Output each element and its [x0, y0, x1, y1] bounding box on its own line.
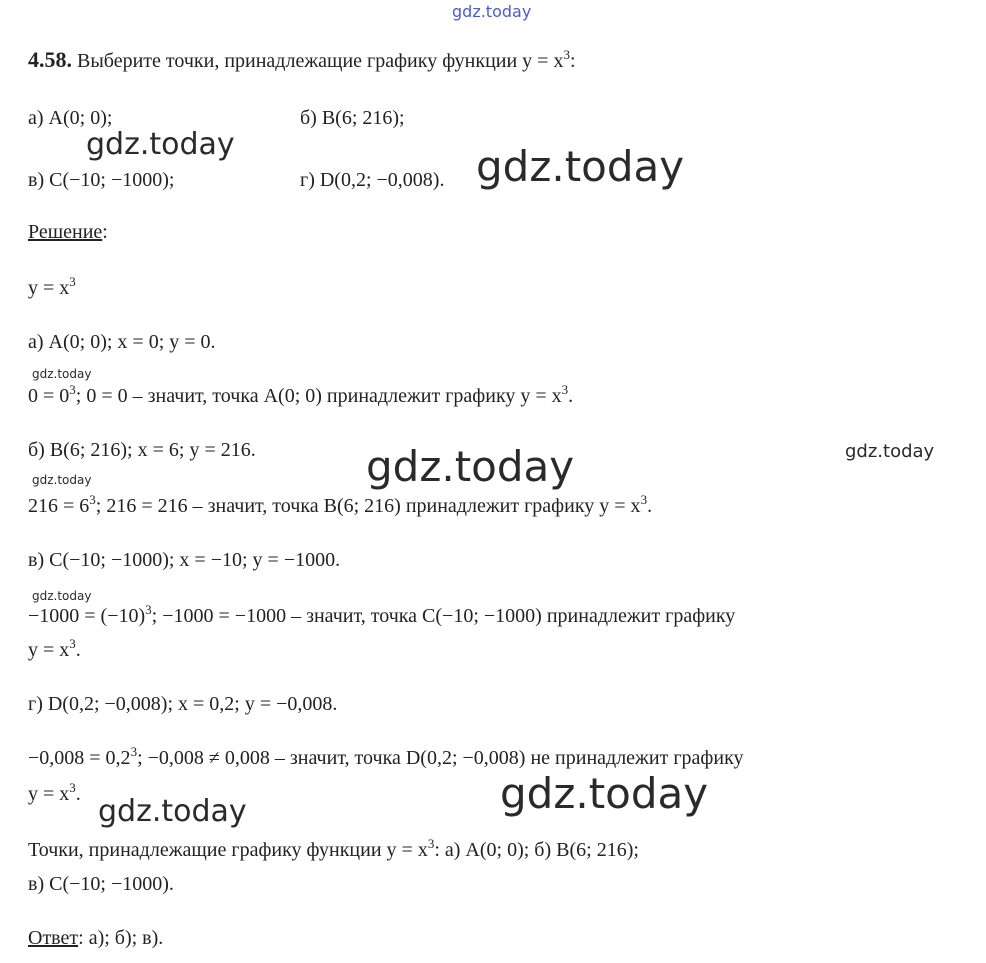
watermark: gdz.today — [476, 142, 685, 191]
task-text: Выберите точки, принадлежащие графику функции y = x — [77, 50, 564, 72]
case-v-head: в) C(−10; −1000); x = −10; y = −1000. — [28, 549, 341, 571]
watermark: gdz.today — [32, 589, 92, 603]
function-formula: $y = x^3$ — [28, 274, 76, 299]
case-g-calc: $-0,008 = 0,2^3$; −0,008 ≠ 0,008 – значит, точка D(0,2; −0,008) не принадлежит графику — [28, 744, 744, 769]
case-a-calc: $0 = 0^3$; 0 = 0 – значит, точка A(0; 0) принадлежит графику $y = x^3$. — [28, 382, 574, 407]
option-a: а) A(0; 0); — [28, 107, 113, 129]
watermark: gdz.today — [366, 442, 575, 491]
watermark: gdz.today — [500, 769, 709, 818]
case-v-calc: $-1000 = (-10)^3$; −1000 = −1000 – значит, точка C(−10; −1000) принадлежит графику — [28, 602, 736, 627]
case-b-head: б) B(6; 216); x = 6; y = 216. — [28, 439, 256, 461]
watermark-top: gdz.today — [452, 2, 532, 21]
case-g-calc-cont: $y = x^3$. — [28, 780, 81, 805]
exponent: 3 — [563, 47, 570, 62]
watermark: gdz.today — [845, 441, 935, 462]
task-statement: 4.58. Выберите точки, принадлежащие графику функции $y = x^3$: — [28, 47, 576, 72]
summary-cont: в) C(−10; −1000). — [28, 873, 174, 895]
option-g: г) D(0,2; −0,008). — [300, 169, 445, 191]
option-v: в) C(−10; −1000); — [28, 169, 175, 191]
case-g-head: г) D(0,2; −0,008); x = 0,2; y = −0,008. — [28, 693, 338, 715]
option-b: б) B(6; 216); — [300, 107, 405, 129]
solution-heading: Решение: — [28, 221, 108, 243]
watermark: gdz.today — [32, 473, 92, 487]
case-b-calc: $216 = 6^3$; 216 = 216 – значит, точка B(6; 216) принадлежит графику $y = x^3$. — [28, 492, 653, 517]
watermark: gdz.today — [32, 367, 92, 381]
case-a-head: а) A(0; 0); x = 0; y = 0. — [28, 331, 216, 353]
summary: Точки, принадлежащие графику функции $y = x^3$: а) A(0; 0); б) B(6; 216); — [28, 836, 639, 861]
watermark: gdz.today — [86, 127, 235, 162]
task-number: 4.58. — [28, 47, 72, 72]
watermark: gdz.today — [98, 794, 247, 829]
case-v-calc-cont: $y = x^3$. — [28, 636, 81, 661]
answer: Ответ: а); б); в). — [28, 927, 164, 949]
